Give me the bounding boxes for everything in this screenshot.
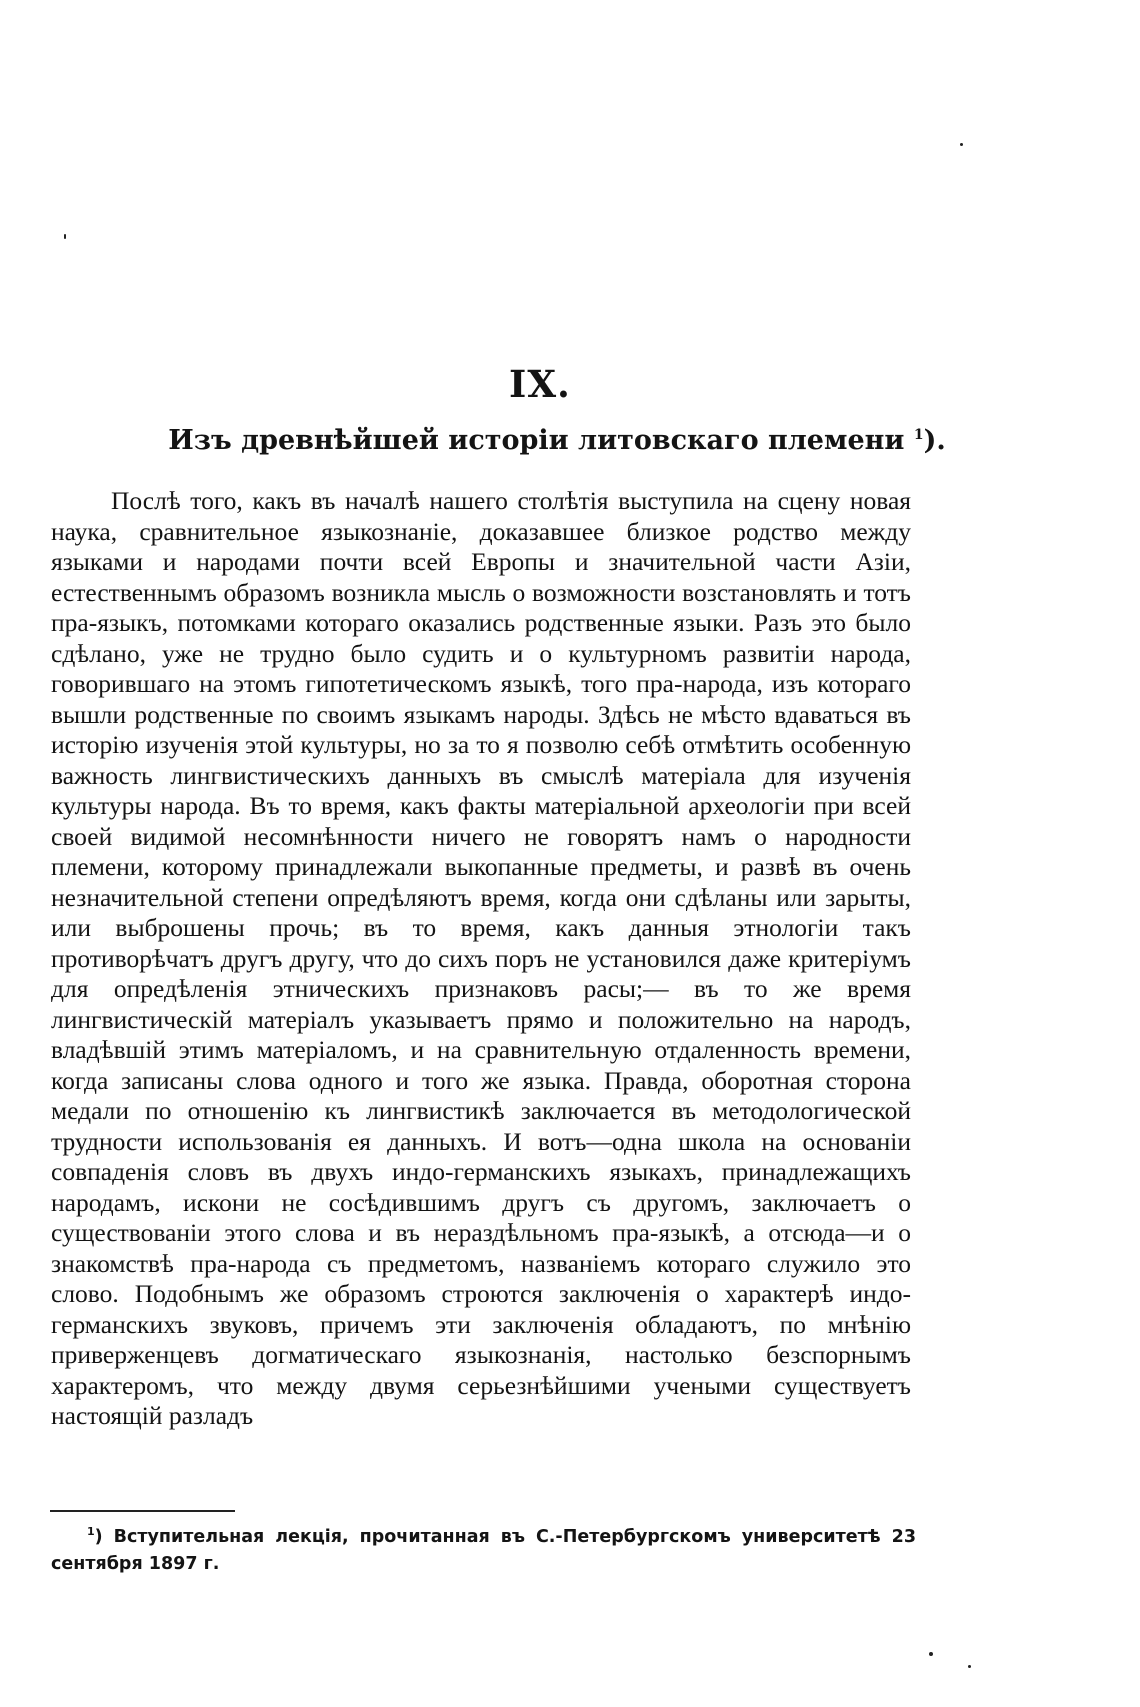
- scan-speck: [64, 234, 66, 239]
- footnote-divider: [50, 1510, 235, 1512]
- footnote-mark: 1: [87, 1525, 95, 1538]
- chapter-title-end: ).: [923, 425, 946, 456]
- scan-speck: [960, 143, 963, 146]
- chapter-title-text: Изъ древнѣйшей исторіи литовскаго племени: [168, 425, 905, 456]
- scan-speck: [968, 1665, 971, 1668]
- footnote: [51, 1518, 916, 1578]
- chapter-number: IX.: [509, 362, 571, 406]
- footnote-text: ) Вступительная лекція, прочитанная въ С.-Петербургскомъ университетѣ 23 сентября 1897 г.: [51, 1526, 916, 1574]
- footnote-reference[interactable]: 1: [913, 427, 924, 443]
- body-paragraph: Послѣ того, какъ въ началѣ нашего столѣтія выступила на сцену новая наука, сравнительное языкознаніе, доказавшее близкое родство между языками и народами почти всей Европы и значительной части Азіи, естественнымъ образомъ возникла мысль о возможности возстановлять и тотъ пра-языкъ, потомками котораго оказались родственные языки. Разъ это было сдѣлано, уже не трудно было судить и о культурномъ развитіи народа, говорившаго на этомъ гипотетическомъ языкѣ, того пра-народа, изъ котораго вышли родственные по своимъ языкамъ народы. Здѣсь не мѣсто вдаваться въ исторію изученія этой культуры, но за то я позволю себѣ отмѣтить особенную важность лингвистическихъ данныхъ въ смыслѣ матеріала для изученія культуры народа. Въ то время, какъ факты матеріальной археологіи при всей своей видимой несомнѣнности ничего не говорятъ намъ о народности племени, которому принадлежали выкопанные предметы, и развѣ въ очень незначительной степени опредѣляютъ время, когда они сдѣланы или зарыты, или выброшены прочь; въ то время, какъ данныя этнологіи такъ противорѣчатъ другъ другу, что до сихъ поръ не установился даже критеріумъ для опредѣленія этническихъ признаковъ расы;— въ то же время лингвистическій матеріалъ указываетъ прямо и положительно на народъ, владѣвшій этимъ матеріаломъ, и на сравнительную отдаленность времени, когда записаны слова одного и того же языка. Правда, оборотная сторона медали по отношенію къ лингвистикѣ заключается въ методологической трудности использованія ея данныхъ. И вотъ—одна школа на основаніи совпаденія словъ въ двухъ индо-германскихъ языкахъ, принадлежащихъ народамъ, искони не сосѣдившимъ другъ съ другомъ, заключаетъ о существованіи этого слова и въ нераздѣльномъ пра-языкѣ, а отсюда—и о знакомствѣ пра-народа съ предметомъ, названіемъ котораго служило это слово. Подобнымъ же образомъ строются заключенія о характерѣ индо-германскихъ звуковъ, причемъ эти заключенія обладаютъ, по мнѣнію приверженцевъ догматическаго языкознанія, настолько безспорнымъ характеромъ, что между двумя серьезнѣйшими учеными существуетъ настоящій разладъ: [51, 486, 911, 1430]
- chapter-title: [77, 425, 1037, 456]
- scan-speck: [929, 1652, 933, 1656]
